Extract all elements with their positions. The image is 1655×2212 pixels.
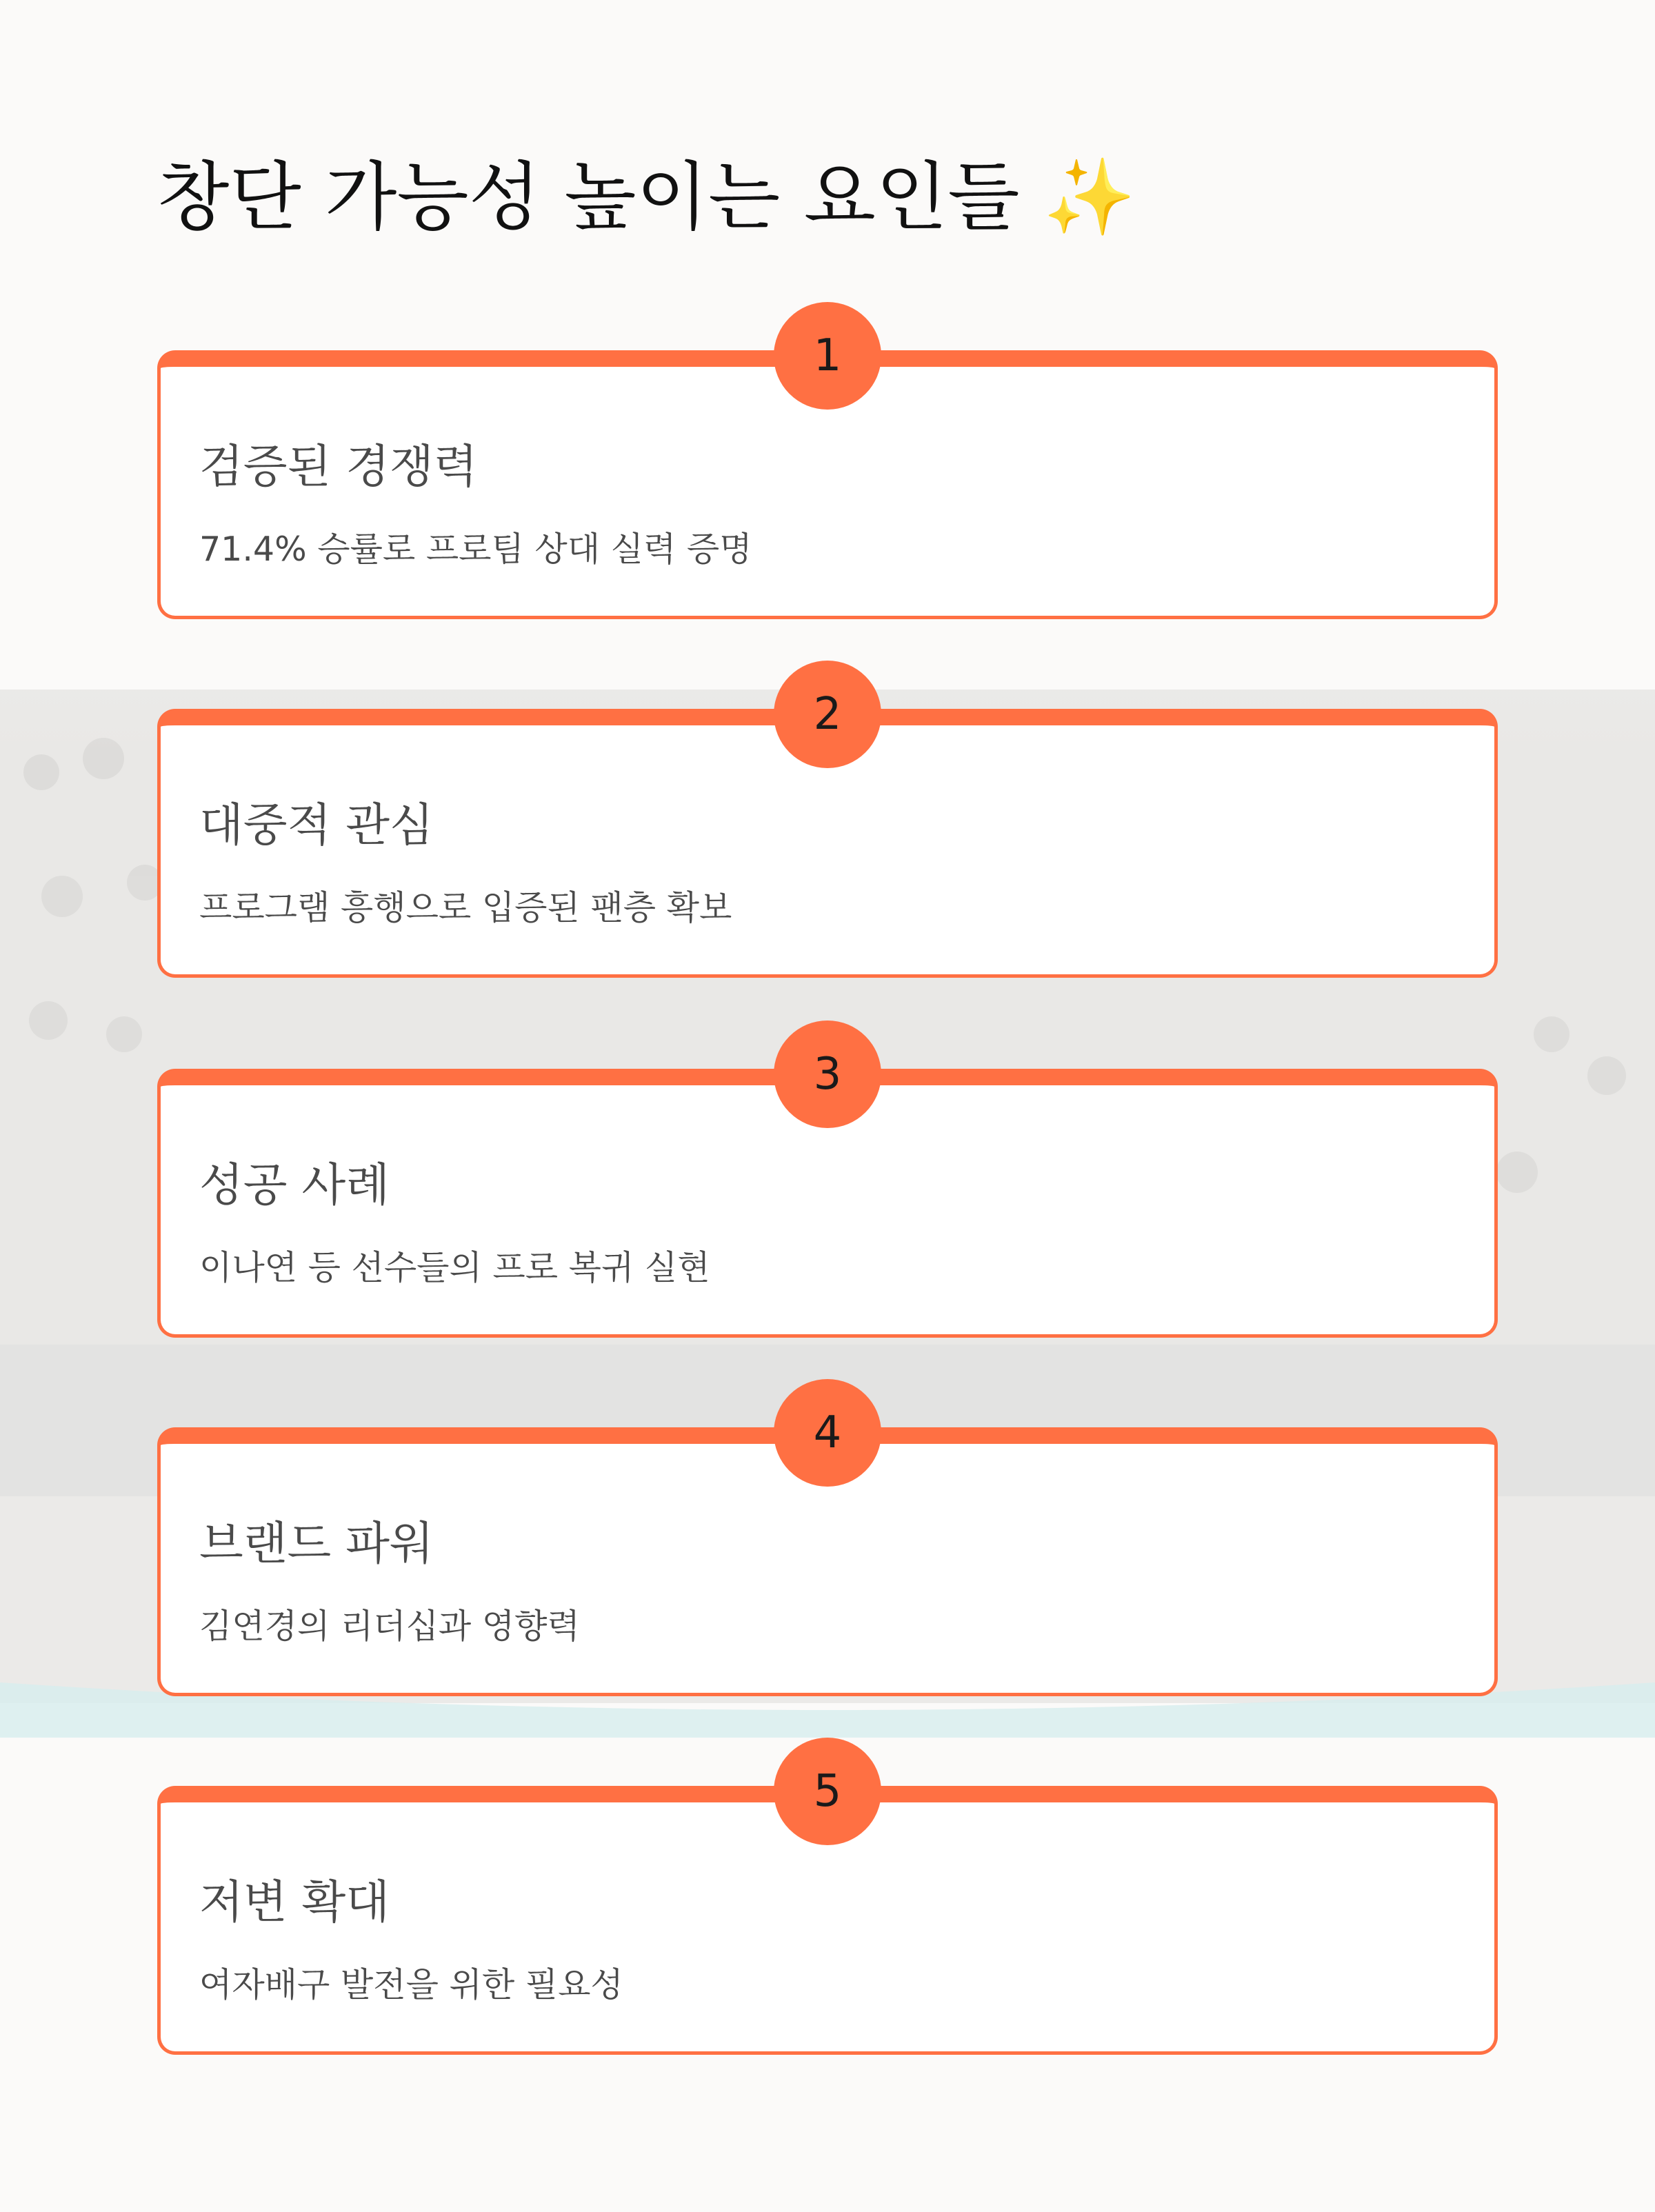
factor-card-2 [157,689,1498,978]
factor-description: 71.4% 승률로 프로팀 상대 실력 증명 [199,530,752,569]
factor-title: 저변 확대 [199,1876,390,1929]
page-title: 창단 가능성 높이는 요인들 ✨ [157,154,1136,241]
factor-description: 이나연 등 선수들의 프로 복귀 실현 [199,1248,710,1287]
factor-title: 브랜드 파워 [199,1517,434,1570]
factor-description: 김연경의 리더십과 영향력 [199,1607,580,1646]
factor-card-4 [157,1407,1498,1696]
factor-number-badge: 5 [774,1738,881,1845]
factor-title: 검증된 경쟁력 [199,440,478,493]
factor-title: 성공 사례 [199,1158,390,1211]
factor-description: 프로그램 흥행으로 입증된 팬층 확보 [199,888,732,927]
factor-number-badge: 4 [774,1379,881,1487]
factor-card-5 [157,1766,1498,2055]
factor-number-badge: 2 [774,661,881,768]
factor-number-badge: 1 [774,302,881,410]
factor-number-badge: 3 [774,1020,881,1128]
factor-card-1 [157,330,1498,619]
factor-title: 대중적 관심 [199,798,434,852]
factor-card-3 [157,1049,1498,1338]
factor-description: 여자배구 발전을 위한 필요성 [199,1965,623,2004]
